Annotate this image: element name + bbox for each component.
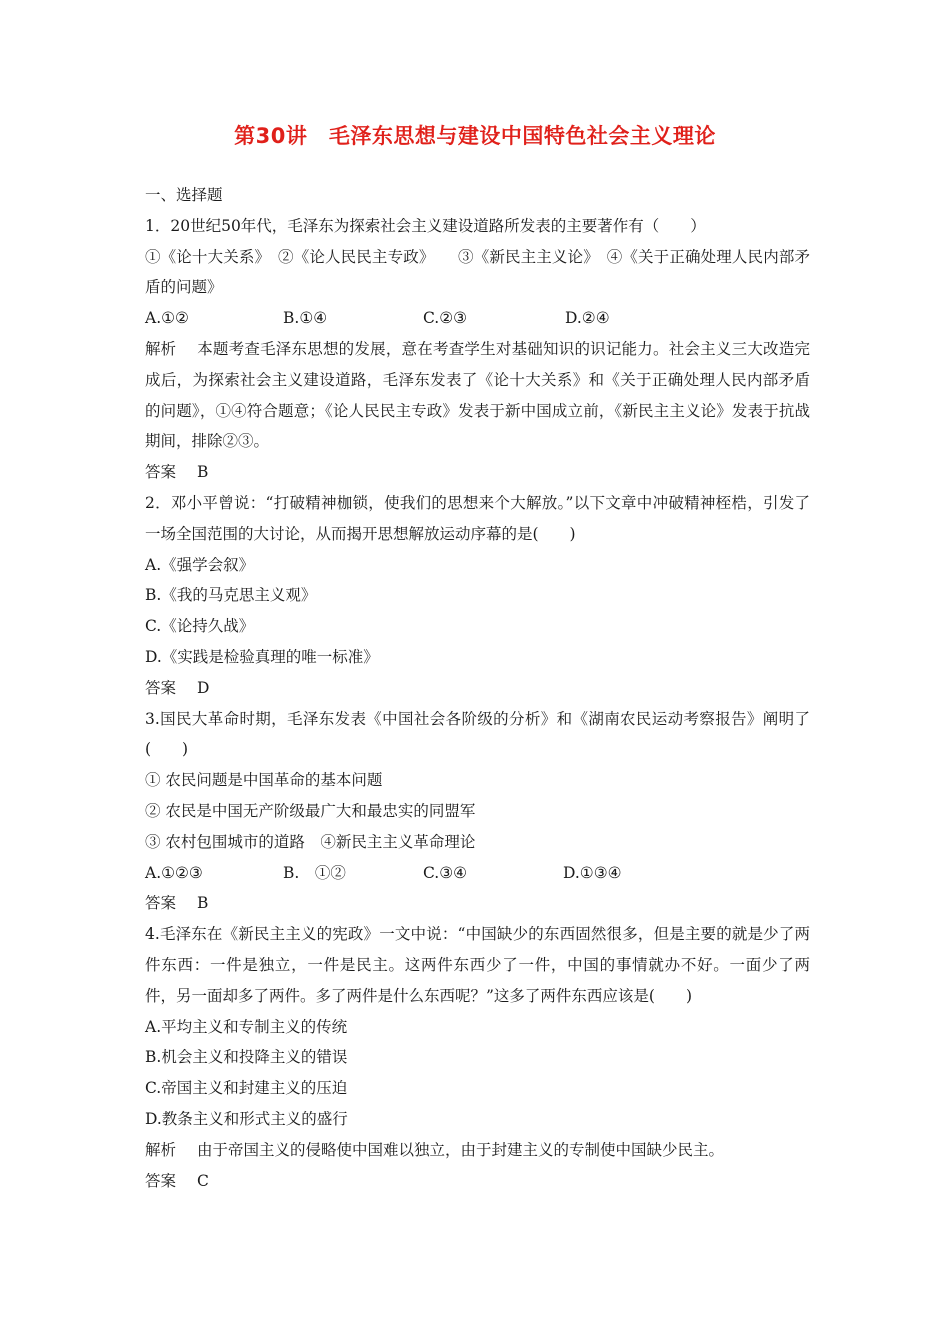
option-b: B.①④ [283, 309, 328, 328]
analysis-label: 解析 [145, 1140, 177, 1159]
page-title: 第30讲 毛泽东思想与建设中国特色社会主义理论 [234, 124, 716, 148]
answer-value: D [197, 678, 210, 697]
answer-value: B [197, 463, 209, 482]
option-b: B. ①② [283, 863, 346, 882]
option-b: B.《我的马克思主义观》 [145, 586, 317, 605]
question-3-item-3: ③ 农村包围城市的道路 ④新民主主义革命理论 [145, 832, 476, 851]
option-b: B.机会主义和投降主义的错误 [145, 1048, 348, 1067]
answer-value: B [197, 894, 209, 913]
option-d: D.《实践是检验真理的唯一标准》 [145, 647, 379, 666]
section-heading: 一、选择题 [145, 186, 223, 204]
answer-label: 答案 [145, 463, 177, 482]
question-1-stem: 1．20世纪50年代，毛泽东为探索社会主义建设道路所发表的主要著作有（ ） [145, 216, 706, 235]
answer-label: 答案 [145, 894, 177, 913]
analysis-text: 本题考查毛泽东思想的发展，意在考查学生对基础知识的识记能力。社会主义三大改造完成后，为探索社会主义建设道路，毛泽东发表了《论十大关系》和《关于正确处理人民内部矛盾的问题》，①④符合题意；《论人民民主专政》发表于新中国成立前，《新民主主义论》发表于抗战期间，排除②③。 [145, 339, 810, 451]
question-1-analysis [145, 334, 810, 457]
question-1-options [145, 303, 810, 334]
option-a: A.①② [145, 309, 189, 328]
question-3-item-2: ② 农民是中国无产阶级最广大和最忠实的同盟军 [145, 801, 476, 820]
option-d: D.②④ [565, 309, 610, 328]
analysis-text: 由于帝国主义的侵略使中国难以独立，由于封建主义的专制使中国缺少民主。 [197, 1140, 725, 1159]
option-a: A.平均主义和专制主义的传统 [145, 1017, 348, 1036]
option-c: C.③④ [423, 863, 468, 882]
answer-label: 答案 [145, 1171, 177, 1190]
option-d: D.教条主义和形式主义的盛行 [145, 1109, 348, 1128]
answer-value: C [197, 1171, 209, 1190]
question-2-answer [145, 673, 810, 704]
question-4-analysis [145, 1135, 810, 1166]
question-3-answer [145, 888, 810, 919]
question-3-item-1: ① 农民问题是中国革命的基本问题 [145, 771, 383, 790]
option-c: C.《论持久战》 [145, 617, 255, 636]
option-a: A.①②③ [145, 863, 203, 882]
question-1-items: ①《论十大关系》 ②《论人民民主专政》 ③《新民主主义论》 ④《关于正确处理人民内部矛盾的问题》 [145, 247, 810, 297]
question-4-stem: 4.毛泽东在《新民主主义的宪政》一文中说：“中国缺少的东西固然很多，但是主要的就是少了两件东西：一件是独立，一件是民主。这两件东西少了一件，中国的事情就办不好。一面少了两件，另一面却多了两件。多了两件是什么东西呢？”这多了两件东西应该是( ) [145, 925, 810, 1005]
question-1-answer [145, 457, 810, 488]
option-c: C.②③ [423, 309, 468, 328]
analysis-label: 解析 [145, 339, 177, 358]
option-d: D.①③④ [563, 863, 622, 882]
question-3-stem: 3.国民大革命时期，毛泽东发表《中国社会各阶级的分析》和《湖南农民运动考察报告》阐明了( ) [145, 709, 810, 759]
option-c: C.帝国主义和封建主义的压迫 [145, 1079, 348, 1098]
document-body [145, 180, 810, 1196]
question-4-answer [145, 1166, 810, 1197]
option-a: A.《强学会叙》 [145, 555, 255, 574]
question-3-options [145, 858, 810, 889]
question-2-stem: 2．邓小平曾说：“打破精神枷锁，使我们的思想来个大解放。”以下文章中冲破精神桎梏，引发了一场全国范围的大讨论，从而揭开思想解放运动序幕的是( ) [145, 493, 810, 543]
answer-label: 答案 [145, 678, 177, 697]
